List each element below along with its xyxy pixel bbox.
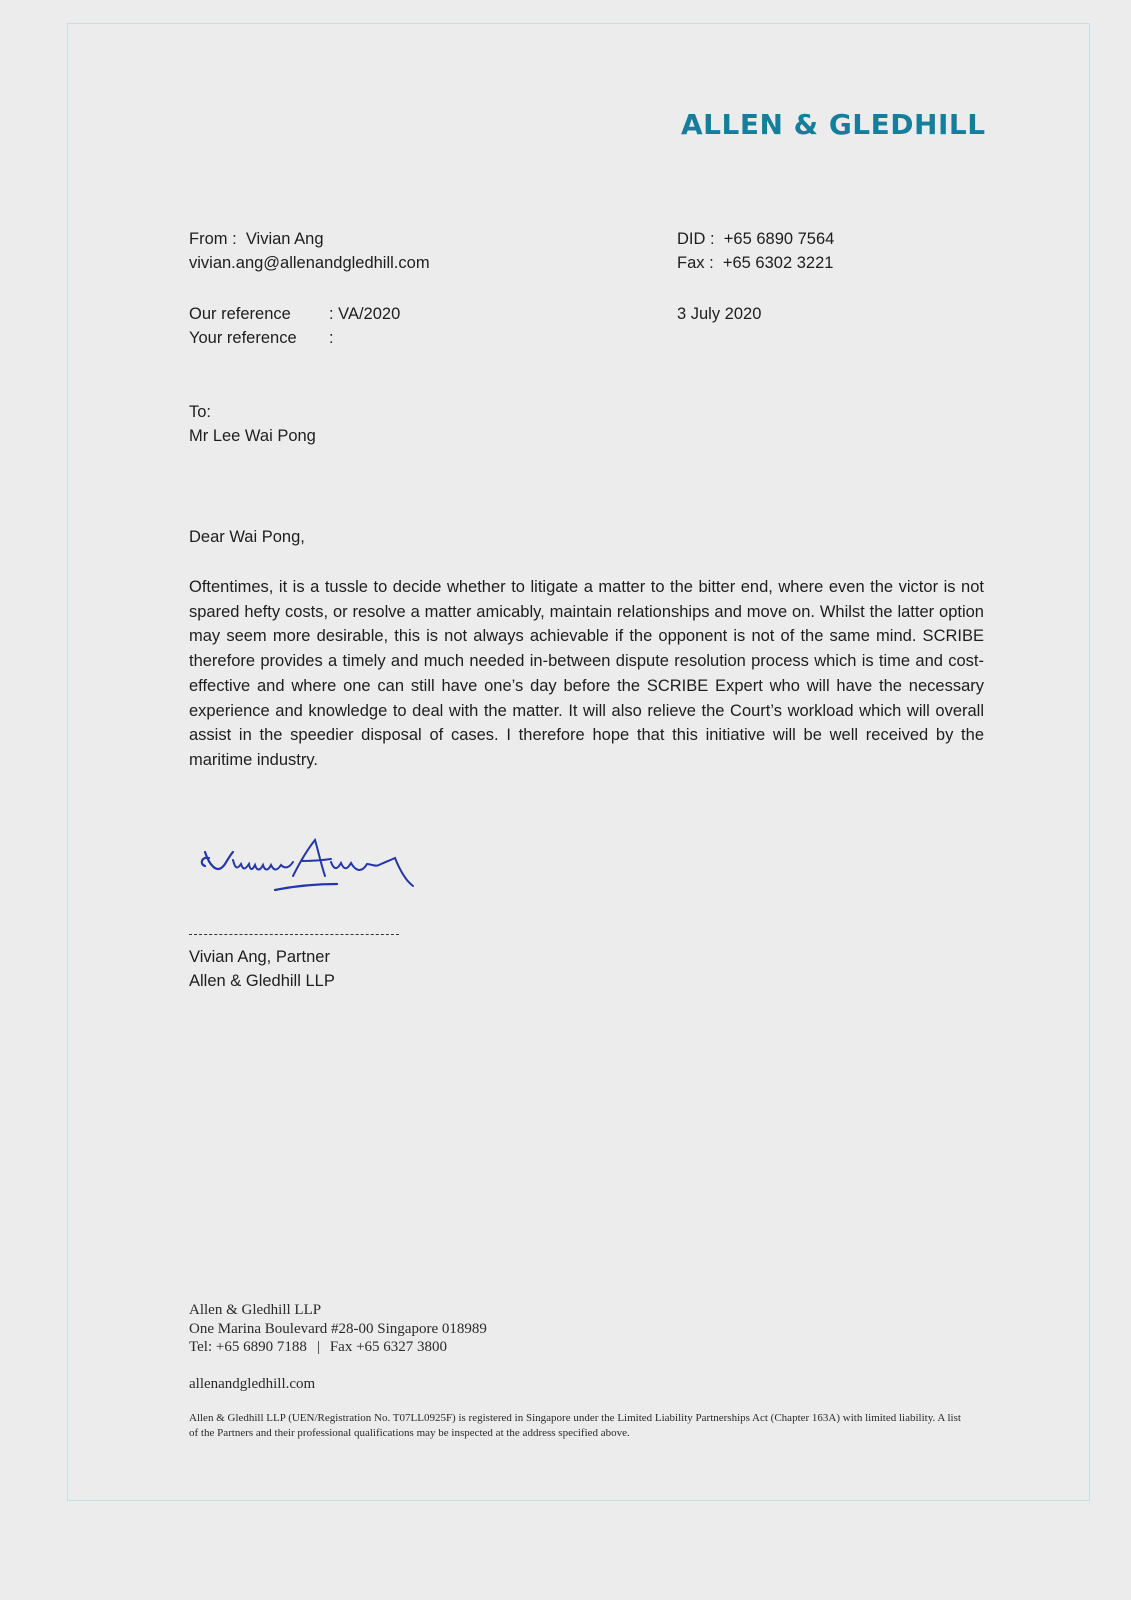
- sender-block: [189, 227, 430, 275]
- our-reference-label: Our reference: [189, 305, 291, 323]
- footer-firm: Allen & Gledhill LLP: [189, 1302, 322, 1318]
- footer-street: One Marina Boulevard #28-00 Singapore 018989: [189, 1320, 487, 1337]
- sender-email: vivian.ang@allenandgledhill.com: [189, 254, 430, 272]
- your-reference-value: :: [329, 329, 334, 347]
- from-name: Vivian Ang: [245, 230, 324, 248]
- letter-body: Oftentimes, it is a tussle to decide whether to litigate a matter to the bitter end, where even the victor is not spared hefty costs, or resolve a matter amicably, maintain relationships and move on. Whilst the latter option may seem more desirable, this is not always achievable if the opponent is not of the same mind. SCRIBE therefore provides a timely and much needed in-between dispute resolution process which is time and cost-effective and where one can still have one’s day before the SCRIBE Expert who will have the necessary experience and knowledge to deal with the matter. It will also relieve the Court’s workload which will overall assist in the speedier disposal of cases. I therefore hope that this initiative will be well received by the maritime industry.: [189, 578, 984, 769]
- contact-block: [677, 227, 834, 275]
- signatory-firm: Allen & Gledhill LLP: [189, 972, 335, 990]
- footer-website[interactable]: allenandgledhill.com: [189, 1376, 316, 1392]
- did-number: +65 6890 7564: [723, 230, 835, 248]
- footer-separator: |: [316, 1339, 320, 1355]
- firm-logo: ALLEN & GLEDHILL: [681, 108, 986, 141]
- your-reference-label: Your reference: [189, 329, 297, 347]
- footer-tel: Tel: +65 6890 7188: [189, 1339, 307, 1355]
- fax-label: Fax :: [677, 254, 714, 272]
- footer-legal-notice: Allen & Gledhill LLP (UEN/Registration No. T07LL0925F) is registered in Singapore under the Limited Liability Partnerships Act (Chapter 163A) with limited liability. A list of the Partners and their professional qualifications may be inspected at the address specified above.: [189, 1412, 961, 1439]
- recipient-name: Mr Lee Wai Pong: [189, 427, 316, 445]
- salutation: Dear Wai Pong,: [189, 528, 305, 546]
- from-label: From :: [189, 230, 237, 248]
- did-label: DID :: [677, 230, 715, 248]
- signature-line: [189, 934, 399, 935]
- signoff-block: [189, 945, 335, 993]
- our-reference-value: : VA/2020: [329, 305, 401, 323]
- signature-image: [195, 836, 425, 911]
- recipient-block: [189, 400, 316, 448]
- fax-number: +65 6302 3221: [722, 254, 834, 272]
- reference-block: [189, 302, 400, 350]
- to-label: To:: [189, 403, 212, 421]
- footer-address: [189, 1301, 487, 1357]
- footer-fax: Fax +65 6327 3800: [329, 1339, 448, 1355]
- signatory-name: Vivian Ang, Partner: [189, 948, 330, 966]
- letter-date: 3 July 2020: [677, 305, 762, 323]
